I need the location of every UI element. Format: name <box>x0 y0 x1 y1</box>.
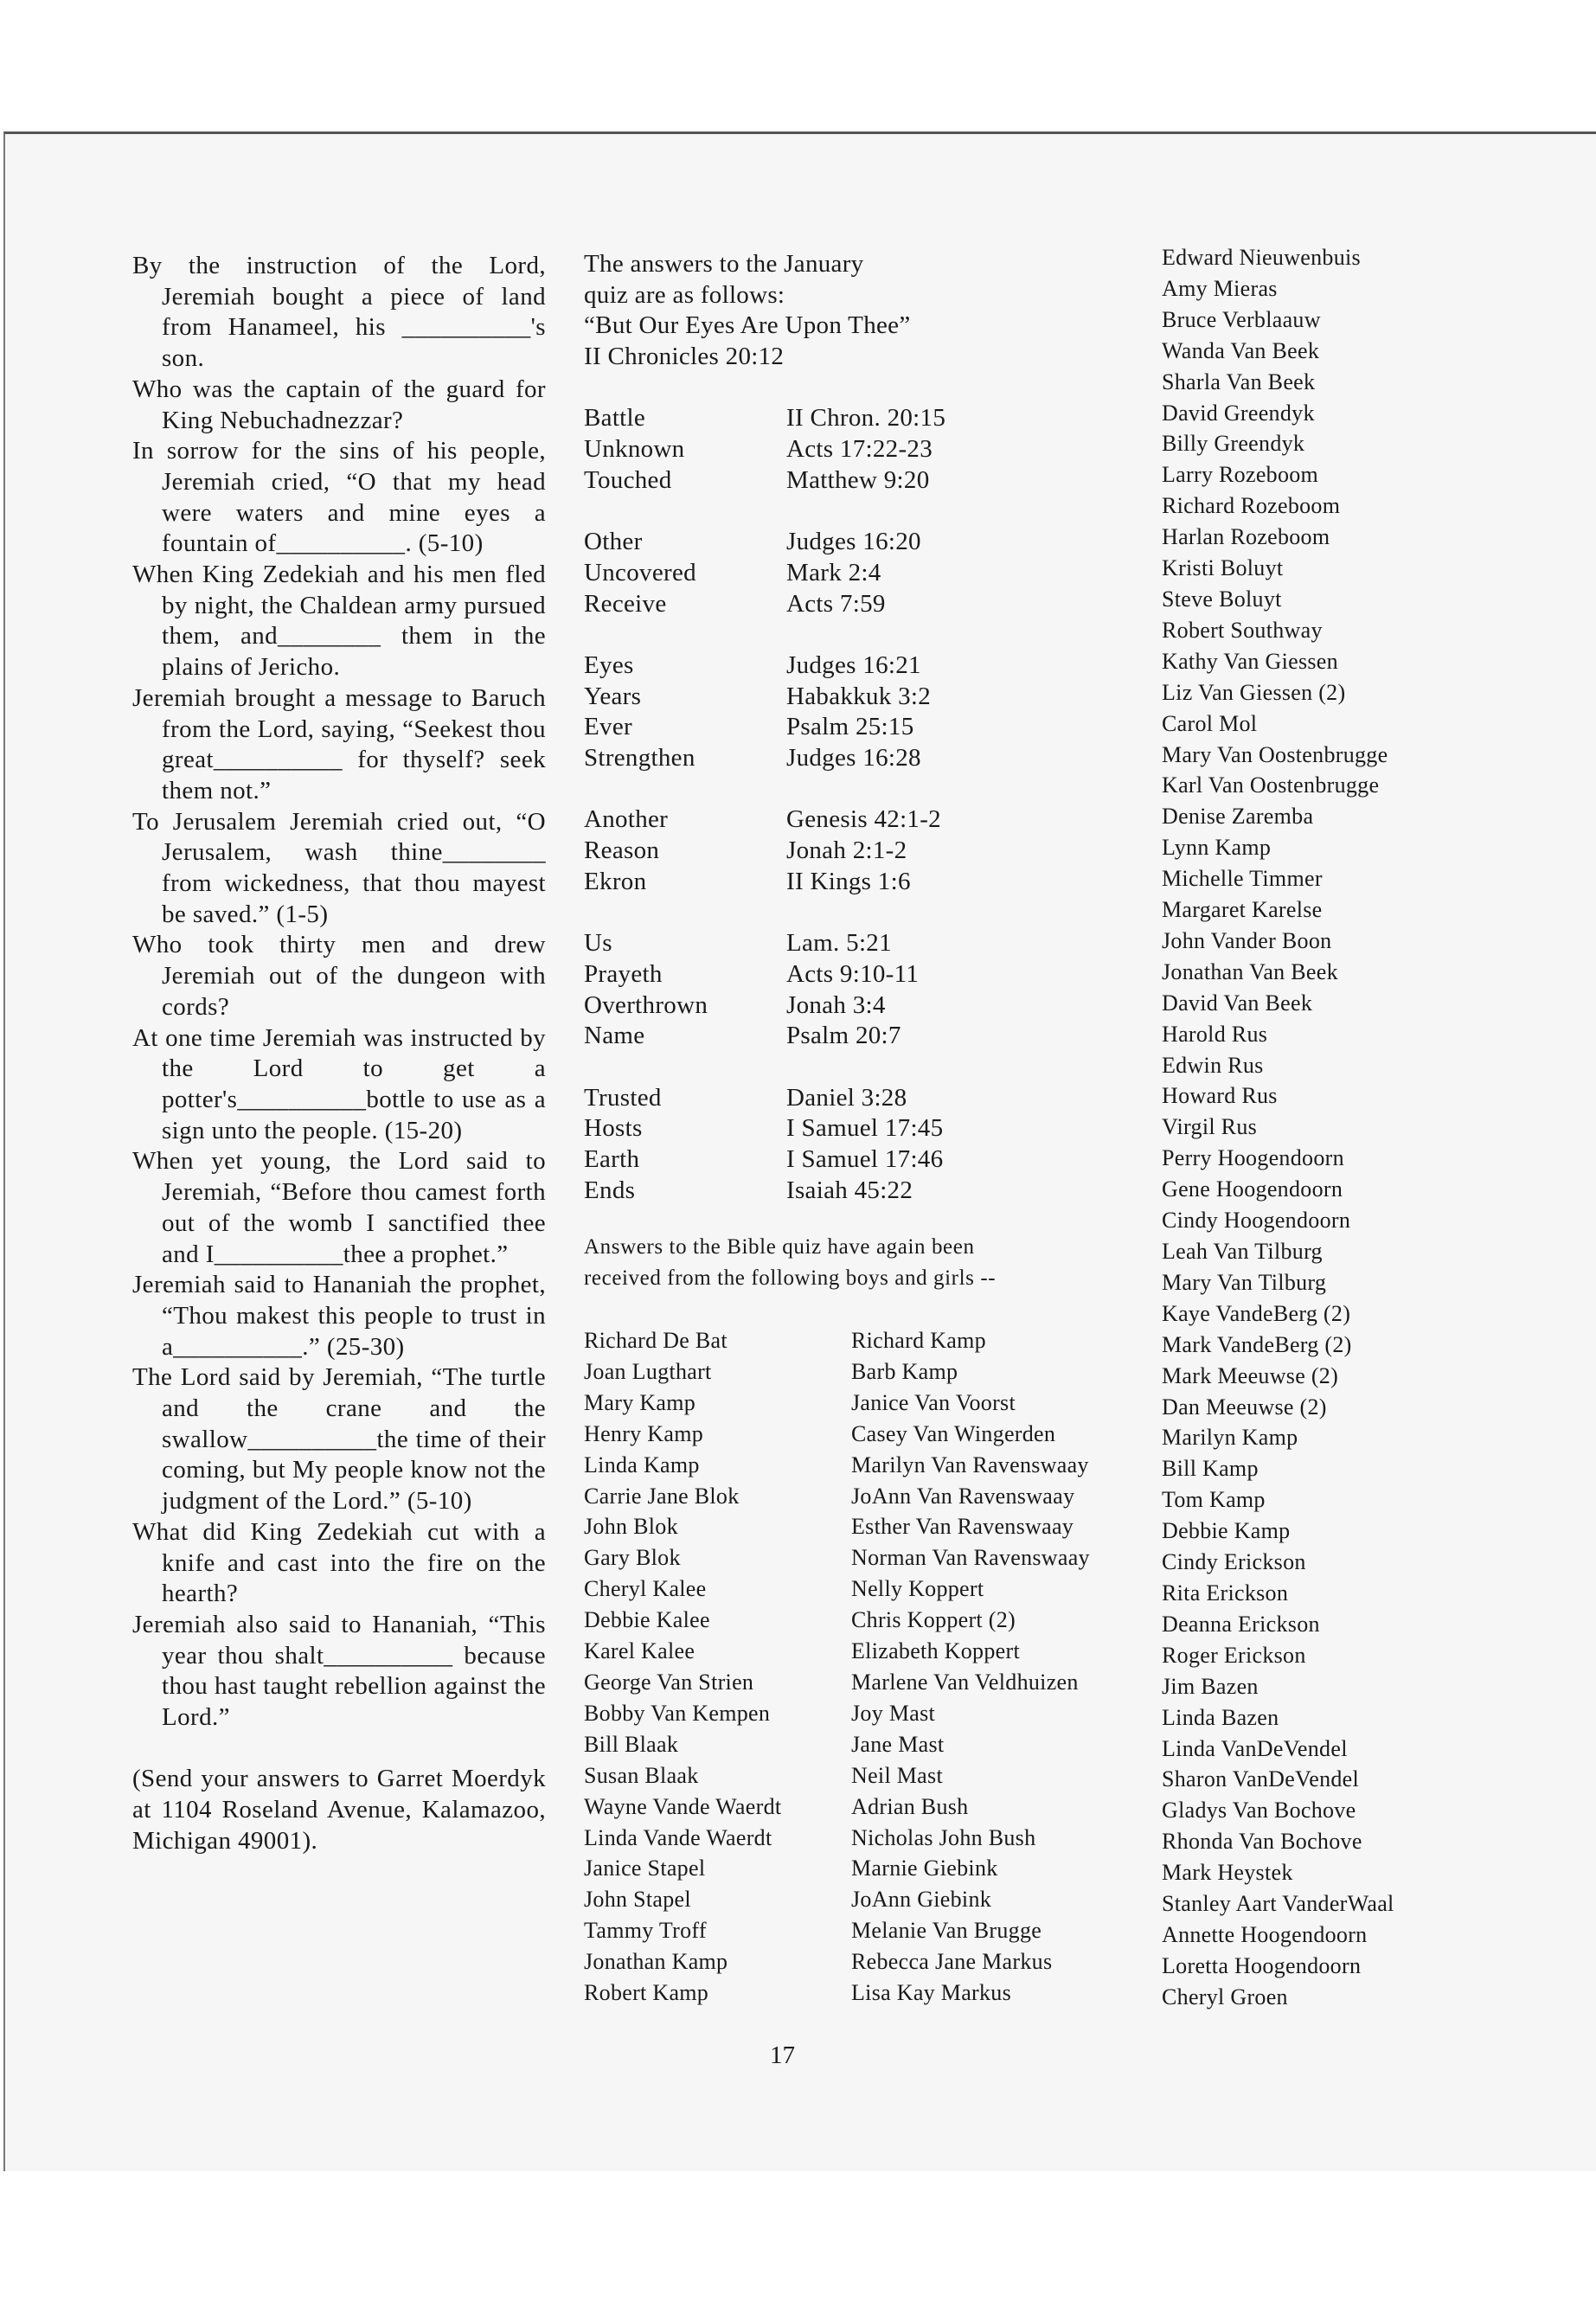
name-entry: Richard De Bat <box>584 1328 727 1353</box>
name-entry: Lisa Kay Markus <box>851 1980 1012 2006</box>
name-entry: Barb Kamp <box>851 1358 958 1384</box>
name-entry: John Blok <box>584 1514 678 1540</box>
answer-row <box>584 1113 1103 1144</box>
name-entry: Loretta Hoogendoorn <box>1162 1952 1362 1978</box>
name-entry: Tammy Troff <box>584 1918 707 1944</box>
answer-reference: Genesis 42:1-2 <box>786 805 941 834</box>
name-entry: Marilyn Kamp <box>1162 1425 1298 1451</box>
name-entry: George Van Strien <box>584 1669 754 1695</box>
name-entry: Wayne Vande Waerdt <box>584 1793 782 1819</box>
answer-word <box>584 897 786 928</box>
answer-row <box>584 1052 1103 1083</box>
name-entry: Steve Boluyt <box>1162 586 1282 612</box>
name-entry: Sharla Van Beek <box>1162 369 1316 394</box>
name-entry: Janice Van Voorst <box>851 1389 1016 1415</box>
answer-word <box>584 774 786 805</box>
name-entry: Richard Rozeboom <box>1162 493 1341 519</box>
name-entry: Chris Koppert (2) <box>851 1607 1016 1633</box>
answer-word: Ends <box>584 1176 636 1204</box>
answer-row <box>584 434 1103 465</box>
name-entry: Linda Bazen <box>1162 1704 1279 1730</box>
answer-row <box>584 1144 1103 1176</box>
answer-row <box>584 836 1103 867</box>
answer-word: Prayeth <box>584 959 663 988</box>
answer-row <box>584 527 1103 558</box>
name-entry: John Stapel <box>584 1887 691 1913</box>
name-entry: Amy Mieras <box>1162 275 1278 301</box>
name-entry: Debbie Kamp <box>1162 1518 1291 1544</box>
name-entry: Richard Kamp <box>851 1328 986 1353</box>
name-entry: David Van Beek <box>1162 990 1313 1016</box>
name-entry: Edwin Rus <box>1162 1052 1264 1078</box>
answer-row <box>584 804 1103 836</box>
name-entry: Karl Van Oostenbrugge <box>1162 772 1380 798</box>
answer-word <box>584 619 786 651</box>
answer-word: Reason <box>584 836 660 865</box>
answer-row <box>584 619 1103 651</box>
name-entry: Perry Hoogendoorn <box>1162 1145 1344 1171</box>
answer-reference: Acts 7:59 <box>786 589 886 618</box>
name-entry: Rhonda Van Bochove <box>1162 1829 1362 1855</box>
answer-row <box>584 465 1103 497</box>
answer-reference: I Samuel 17:45 <box>786 1114 944 1143</box>
name-entry: Harold Rus <box>1162 1021 1268 1047</box>
answer-word: Name <box>584 1022 645 1050</box>
name-entry: Rebecca Jane Markus <box>851 1949 1053 1975</box>
name-entry: Nicholas John Bush <box>851 1824 1036 1850</box>
answer-row <box>584 589 1103 620</box>
answer-row <box>584 682 1103 713</box>
answer-row <box>584 373 1103 404</box>
name-entry: Karel Kalee <box>584 1638 695 1664</box>
name-entry: Harlan Rozeboom <box>1162 524 1330 550</box>
january-answers <box>584 249 1103 1206</box>
answer-reference: Jonah 3:4 <box>786 990 886 1019</box>
name-entry: Janice Stapel <box>584 1856 706 1881</box>
answer-row <box>584 990 1103 1022</box>
name-entry: Cindy Hoogendoorn <box>1162 1208 1351 1234</box>
answer-row <box>584 1021 1103 1052</box>
answer-word: Uncovered <box>584 558 696 586</box>
name-entry: Marnie Giebink <box>851 1856 998 1881</box>
name-entry: Mark Heystek <box>1162 1860 1293 1886</box>
name-entry: Jonathan Kamp <box>584 1949 728 1975</box>
answer-reference: Psalm 25:15 <box>786 713 914 741</box>
name-entry: Mary Kamp <box>584 1389 696 1415</box>
name-entry: Cheryl Groen <box>1162 1984 1288 2009</box>
name-entry: Casey Van Wingerden <box>851 1420 1056 1446</box>
answer-reference: Acts 9:10-11 <box>786 959 920 988</box>
quiz-question: Jeremiah said to Hananiah the prophet, “Thou makest this people to trust in a__________.” (25-30) <box>132 1271 546 1361</box>
answer-reference: Judges 16:21 <box>786 651 921 679</box>
answer-reference: Psalm 20:7 <box>786 1022 901 1050</box>
answer-reference: Matthew 9:20 <box>786 465 930 494</box>
send-answers-note: (Send your answers to Garret Moerdyk at 1104 Roseland Avenue, Kalamazoo, Michigan 49001). <box>132 1765 546 1855</box>
name-entry: Nelly Koppert <box>851 1576 984 1602</box>
answer-row <box>584 743 1103 774</box>
answer-word: Strengthen <box>584 744 695 772</box>
name-entry: Kathy Van Giessen <box>1162 648 1338 674</box>
name-entry: Adrian Bush <box>851 1793 969 1819</box>
answers-header-line: quiz are as follows: <box>584 280 785 309</box>
name-entry: Leah Van Tilburg <box>1162 1239 1323 1264</box>
name-entry: Mark Meeuwse (2) <box>1162 1362 1339 1388</box>
answer-reference: Acts 17:22-23 <box>786 435 933 464</box>
answer-row <box>584 867 1103 898</box>
name-entry: Linda Kamp <box>584 1452 700 1477</box>
name-entry: Liz Van Giessen (2) <box>1162 679 1346 705</box>
quiz-question: The Lord said by Jeremiah, “The turtle and the crane and the swallow__________the time of their coming, but My people know not the judgment of the Lord.” (5-10) <box>132 1363 546 1516</box>
name-entry: Edward Nieuwenbuis <box>1162 245 1361 270</box>
answer-word: Another <box>584 805 669 834</box>
names-column-3 <box>1162 242 1394 2013</box>
name-entry: Elizabeth Koppert <box>851 1638 1020 1664</box>
answer-row <box>584 403 1103 434</box>
name-entry: Virgil Rus <box>1162 1114 1258 1140</box>
name-entry: Melanie Van Brugge <box>851 1918 1042 1944</box>
name-entry: Mary Van Oostenbrugge <box>1162 741 1388 767</box>
name-entry: Stanley Aart VanderWaal <box>1162 1891 1394 1917</box>
received-intro: Answers to the Bible quiz have again been received from the following boys and girls -- <box>584 1235 997 1290</box>
name-entry: Wanda Van Beek <box>1162 337 1320 363</box>
answer-word: Trusted <box>584 1083 662 1112</box>
quiz-question: What did King Zedekiah cut with a knife and cast into the fire on the hearth? <box>132 1517 546 1608</box>
answer-reference: Habakkuk 3:2 <box>786 682 932 710</box>
name-entry: Marlene Van Veldhuizen <box>851 1669 1079 1695</box>
name-entry: Billy Greendyk <box>1162 431 1305 457</box>
answer-word: Other <box>584 528 643 556</box>
name-entry: Annette Hoogendoorn <box>1162 1921 1368 1947</box>
answer-word <box>584 1052 786 1083</box>
name-entry: JoAnn Van Ravenswaay <box>851 1483 1075 1509</box>
name-entry: Gary Blok <box>584 1545 681 1571</box>
name-entry: Sharon VanDeVendel <box>1162 1766 1360 1792</box>
name-entry: Robert Southway <box>1162 617 1323 643</box>
quiz-question: At one time Jeremiah was instructed by the Lord to get a potter's__________bottle to use as a sign unto the people. (15-20) <box>132 1023 546 1144</box>
quiz-question: Who took thirty men and drew Jeremiah out of the dungeon with cords? <box>132 931 546 1021</box>
answer-reference: I Samuel 17:46 <box>786 1144 944 1173</box>
name-entry: Mary Van Tilburg <box>1162 1269 1327 1295</box>
answer-word: Eyes <box>584 651 634 679</box>
answer-word: Battle <box>584 404 646 433</box>
answers-header-line: II Chronicles 20:12 <box>584 343 785 371</box>
name-entry: Robert Kamp <box>584 1980 709 2006</box>
answer-reference: Judges 16:28 <box>786 744 921 772</box>
name-entry: Margaret Karelse <box>1162 897 1323 923</box>
name-entry: Linda Vande Waerdt <box>584 1824 772 1850</box>
name-entry: Deanna Erickson <box>1162 1611 1320 1637</box>
answer-reference: Isaiah 45:22 <box>786 1176 913 1204</box>
name-entry: Jim Bazen <box>1162 1673 1259 1699</box>
name-entry: Cheryl Kalee <box>584 1576 707 1602</box>
name-entry: David Greendyk <box>1162 400 1315 426</box>
name-entry: Kaye VandeBerg (2) <box>1162 1300 1351 1326</box>
name-entry: Gene Hoogendoorn <box>1162 1176 1343 1202</box>
answer-reference: Jonah 2:1-2 <box>786 836 907 865</box>
name-entry: Norman Van Ravenswaay <box>851 1545 1090 1571</box>
quiz-question: When King Zedekiah and his men fled by night, the Chaldean army pursued them, and________ them in the plains of Jericho. <box>132 561 546 682</box>
name-entry: Roger Erickson <box>1162 1642 1306 1668</box>
quiz-question: In sorrow for the sins of his people, Jeremiah cried, “O that my head were waters and mine eyes a fountain of__________. (5-10) <box>132 437 546 558</box>
name-entry: Cindy Erickson <box>1162 1549 1306 1575</box>
answer-reference: Daniel 3:28 <box>786 1083 907 1112</box>
name-entry: Dan Meeuwse (2) <box>1162 1394 1327 1420</box>
name-entry: Howard Rus <box>1162 1083 1278 1109</box>
name-entry: Bruce Verblaauw <box>1162 306 1321 332</box>
quiz-question: Jeremiah also said to Hananiah, “This year thou shalt__________ because thou hast taught rebellion against the Lord.” <box>132 1610 546 1732</box>
name-entry: Rita Erickson <box>1162 1580 1289 1606</box>
answers-header-line: “But Our Eyes Are Upon Thee” <box>584 311 911 340</box>
name-entry: Jonathan Van Beek <box>1162 958 1338 984</box>
answer-row <box>584 1176 1103 1207</box>
name-entry: Bobby Van Kempen <box>584 1700 771 1726</box>
name-entry: Joy Mast <box>851 1700 936 1726</box>
answer-reference: II Kings 1:6 <box>786 867 911 895</box>
quiz-question: When yet young, the Lord said to Jeremiah, “Before thou camest forth out of the womb I sanctified thee and I__________thee a prophet.” <box>132 1147 546 1268</box>
answer-row <box>584 928 1103 959</box>
quiz-question: To Jerusalem Jeremiah cried out, “O Jerusalem, wash thine________ from wickedness, that thou mayest be saved.” (1-5) <box>132 807 546 928</box>
name-entry: JoAnn Giebink <box>851 1887 992 1913</box>
answer-reference: Judges 16:20 <box>786 528 921 556</box>
name-entry: Mark VandeBerg (2) <box>1162 1331 1352 1357</box>
page-number: 17 <box>770 2041 795 2069</box>
name-entry: Carrie Jane Blok <box>584 1483 740 1509</box>
answer-row <box>584 651 1103 682</box>
answer-word: Touched <box>584 465 672 494</box>
answer-word: Receive <box>584 589 667 618</box>
name-entry: John Vander Boon <box>1162 927 1332 953</box>
name-entry: Gladys Van Bochove <box>1162 1798 1356 1823</box>
answer-word: Overthrown <box>584 990 708 1019</box>
answer-row <box>584 497 1103 528</box>
name-entry: Tom Kamp <box>1162 1487 1266 1513</box>
answer-reference: II Chron. 20:15 <box>786 404 946 433</box>
name-entry: Bill Blaak <box>584 1731 679 1757</box>
name-entry: Henry Kamp <box>584 1420 704 1446</box>
answers-header-line: The answers to the January <box>584 250 864 278</box>
answer-word: Earth <box>584 1144 640 1173</box>
name-entry: Kristi Boluyt <box>1162 555 1284 581</box>
quiz-question: Who was the captain of the guard for King Nebuchadnezzar? <box>132 375 546 434</box>
name-entry: Joan Lugthart <box>584 1358 712 1384</box>
name-entry: Carol Mol <box>1162 710 1258 736</box>
name-entry: Neil Mast <box>851 1762 943 1788</box>
quiz-questions <box>132 251 546 1857</box>
name-entry: Larry Rozeboom <box>1162 462 1319 488</box>
answer-row <box>584 1083 1103 1114</box>
answer-word <box>584 497 786 528</box>
names-column-2 <box>851 1325 1090 2009</box>
names-column-1 <box>584 1325 781 2009</box>
answer-row <box>584 712 1103 743</box>
answer-word: Ever <box>584 713 632 741</box>
name-entry: Marilyn Van Ravenswaay <box>851 1452 1089 1477</box>
name-entry: Michelle Timmer <box>1162 866 1323 892</box>
answer-row <box>584 774 1103 805</box>
name-entry: Debbie Kalee <box>584 1607 710 1633</box>
answer-word: Us <box>584 929 612 958</box>
answer-word: Unknown <box>584 435 685 464</box>
name-entry: Denise Zaremba <box>1162 804 1314 830</box>
name-entry: Linda VanDeVendel <box>1162 1735 1348 1761</box>
name-entry: Susan Blaak <box>584 1762 699 1788</box>
answer-word: Ekron <box>584 867 647 895</box>
answer-word: Hosts <box>584 1114 643 1143</box>
name-entry: Bill Kamp <box>1162 1456 1259 1482</box>
answer-row <box>584 558 1103 589</box>
answer-reference: Lam. 5:21 <box>786 929 892 958</box>
answer-reference: Mark 2:4 <box>786 558 881 586</box>
quiz-question: By the instruction of the Lord, Jeremiah bought a piece of land from Hanameel, his __________'s son. <box>132 252 546 373</box>
answer-word: Years <box>584 682 642 710</box>
name-entry: Esther Van Ravenswaay <box>851 1514 1074 1540</box>
name-entry: Lynn Kamp <box>1162 835 1272 861</box>
answer-word <box>584 373 786 404</box>
answer-row <box>584 959 1103 990</box>
answer-row <box>584 897 1103 928</box>
quiz-question: Jeremiah brought a message to Baruch from the Lord, saying, “Seekest thou great__________ for thyself? seek them not.” <box>132 683 546 804</box>
name-entry: Jane Mast <box>851 1731 945 1757</box>
